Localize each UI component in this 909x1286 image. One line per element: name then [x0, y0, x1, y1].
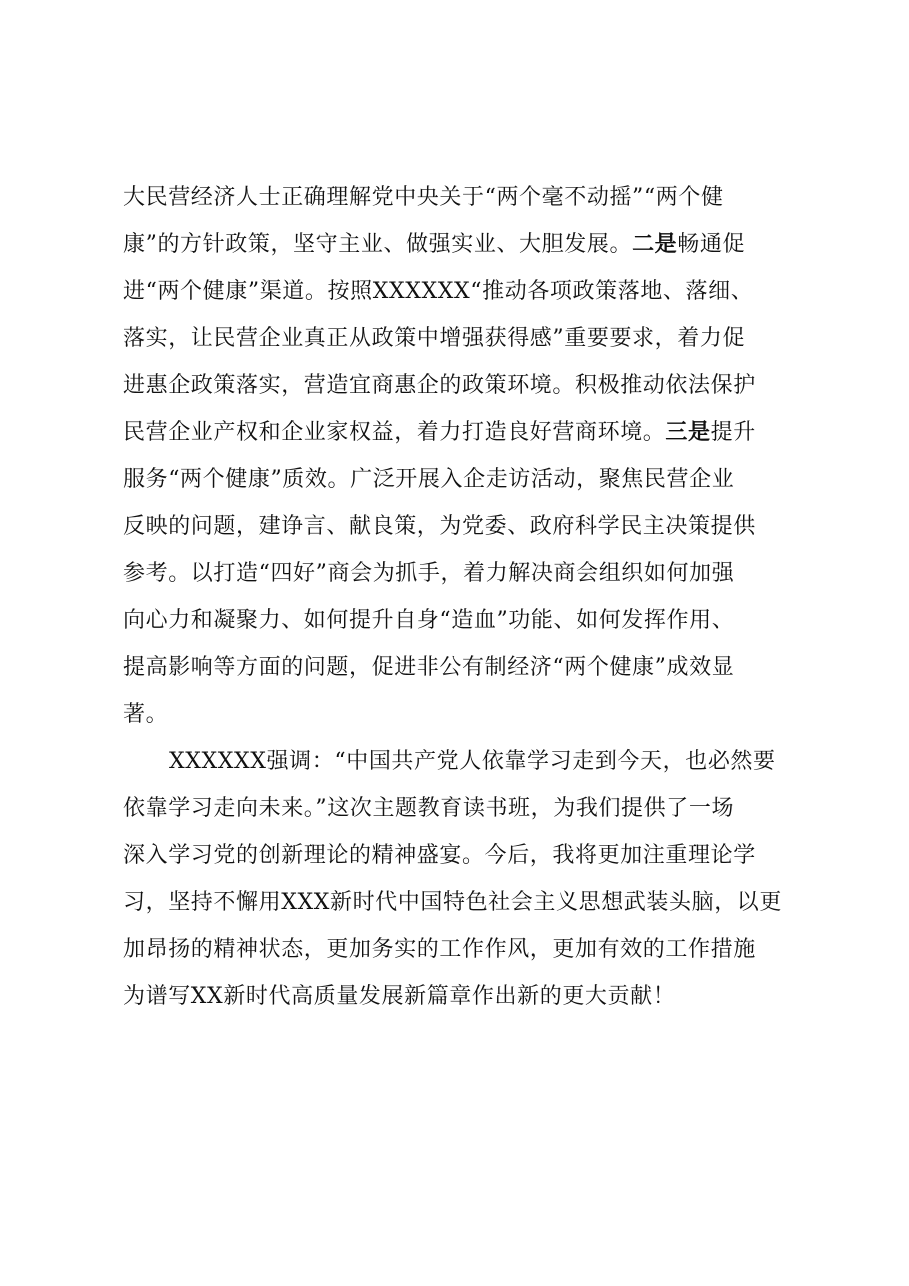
paragraph-1-line-2-text-b: 畅通促 — [677, 232, 746, 257]
emphasis-second-point: 二是 — [632, 231, 678, 257]
paragraph-1-line-12: 著。 — [123, 702, 169, 727]
paragraph-1-line-2-text-a: 康”的方针政策，坚守主业、做强实业、大胆发展。 — [123, 232, 633, 257]
paragraph-2-line-1: XXXXXX强调：“中国共产党人依靠学习走到今天，也必然要 — [169, 749, 776, 774]
paragraph-1-line-6-text-a: 民营企业产权和企业家权益，着力打造良好营商环境。 — [123, 420, 666, 445]
paragraph-1-line-5: 进惠企政策落实，营造宜商惠企的政策环境。积极推动依法保护 — [123, 373, 756, 398]
paragraph-1-line-6-text-b: 提升 — [710, 420, 756, 445]
paragraph-1-line-1: 大民营经济人士正确理解党中央关于“两个毫不动摇”“两个健 — [123, 185, 724, 210]
paragraph-2-line-6: 为谱写XX新时代高质量发展新篇章作出新的更大贡献！ — [123, 984, 676, 1009]
paragraph-2-line-5: 加昂扬的精神状态，更加务实的工作作风，更加有效的工作措施 — [123, 937, 756, 962]
paragraph-2 — [123, 738, 843, 1020]
document-body — [123, 174, 843, 1020]
paragraph-1-line-10: 向心力和凝聚力、如何提升自身“造血”功能、如何发挥作用、 — [123, 608, 735, 633]
emphasis-third-point: 三是 — [665, 419, 711, 445]
paragraph-1-line-2 — [123, 221, 843, 268]
paragraph-1 — [123, 174, 843, 738]
paragraph-1-line-11: 提高影响等方面的问题，促进非公有制经济“两个健康”成效显 — [123, 655, 735, 680]
paragraph-1-line-8: 反映的问题，建诤言、献良策，为党委、政府科学民主决策提供 — [123, 514, 756, 539]
paragraph-1-line-6 — [123, 409, 843, 456]
paragraph-1-line-7: 服务“两个健康”质效。广泛开展入企走访活动，聚焦民营企业 — [123, 467, 735, 492]
paragraph-1-line-3: 进“两个健康”渠道。按照XXXXXX“推动各项政策落地、落细、 — [123, 279, 754, 304]
paragraph-1-line-4: 落实，让民营企业真正从政策中增强获得感”重要要求，着力促 — [123, 326, 746, 351]
paragraph-2-line-2: 依靠学习走向未来。”这次主题教育读书班，为我们提供了一场 — [123, 796, 735, 821]
paragraph-2-line-4: 习，坚持不懈用XXX新时代中国特色社会主义思想武装头脑，以更 — [123, 890, 782, 915]
paragraph-2-line-3: 深入学习党的创新理论的精神盛宴。今后，我将更加注重理论学 — [123, 843, 756, 868]
paragraph-1-line-9: 参考。以打造“四好”商会为抓手，着力解决商会组织如何加强 — [123, 561, 735, 586]
